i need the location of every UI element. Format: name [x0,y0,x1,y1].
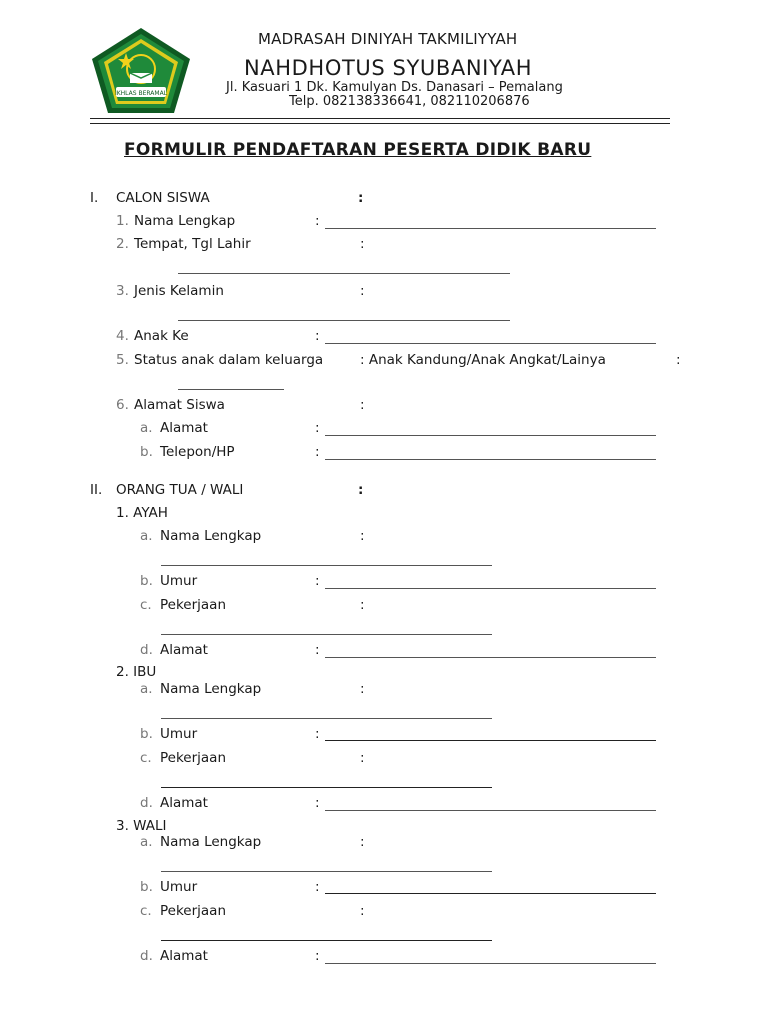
wali-alamat-input-line[interactable] [325,963,656,964]
sub-item-letter: d. [140,642,153,658]
siswa-ttl-input-line[interactable] [178,273,510,274]
field-label-umur: Umur [160,573,198,589]
sub-item-letter: a. [140,420,153,436]
siswa-alamat-input-line[interactable] [325,435,656,436]
wali-umur-input-line[interactable] [325,893,656,894]
field-label-umur: Umur [160,726,198,742]
wali-pekerjaan-input-line[interactable] [161,940,492,941]
field-label-jenis-kelamin: Jenis Kelamin [134,283,224,299]
field-label-nama-lengkap: Nama Lengkap [160,681,262,697]
section2-title: ORANG TUA / WALI [116,482,244,498]
ibu-umur-input-line[interactable] [325,740,656,741]
sub-item-letter: c. [140,750,152,766]
field-colon: : [315,444,320,460]
field-colon: : [360,750,365,766]
svg-text:IKHLAS BERAMAL: IKHLAS BERAMAL [114,90,168,97]
field-label-nama-lengkap: Nama Lengkap [160,528,262,544]
field-label-umur: Umur [160,879,198,895]
header-divider-thin [90,123,670,124]
field-colon: : [360,528,365,544]
field-label-pekerjaan: Pekerjaan [160,750,227,766]
field-label-pekerjaan: Pekerjaan [160,597,227,613]
ibu-nama-input-line[interactable] [161,718,492,719]
wali-nama-input-line[interactable] [161,871,492,872]
ibu-alamat-input-line[interactable] [325,810,656,811]
field-colon: : [360,903,365,919]
item-number: 3. [116,283,129,299]
header-institution-type: MADRASAH DINIYAH TAKMILIYYAH [258,30,518,48]
ayah-umur-input-line[interactable] [325,588,656,589]
ayah-pekerjaan-input-line[interactable] [161,634,492,635]
sub-item-letter: a. [140,681,153,697]
siswa-jenis-kelamin-input-line[interactable] [178,320,510,321]
sub-item-letter: c. [140,903,152,919]
field-label-alamat-siswa: Alamat Siswa [134,397,225,413]
field-colon: : [315,573,320,589]
ibu-heading: 2. IBU [116,664,157,680]
field-colon: : [360,397,365,413]
field-colon: : [315,213,320,229]
field-colon: : [315,948,320,964]
header-address: Jl. Kasuari 1 Dk. Kamulyan Ds. Danasari – Pemalang [226,80,563,95]
field-label-alamat: Alamat [160,420,208,436]
ayah-alamat-input-line[interactable] [325,657,656,658]
madrasah-logo [88,25,194,117]
field-colon: : [360,681,365,697]
sub-item-letter: c. [140,597,152,613]
field-label-nama-lengkap: Nama Lengkap [160,834,262,850]
item-number: 2. [116,236,129,252]
item-number: 6. [116,397,129,413]
sub-item-letter: a. [140,834,153,850]
field-colon: : [315,795,320,811]
field-colon: : [315,642,320,658]
field-label-pekerjaan: Pekerjaan [160,903,227,919]
section1-title: CALON SISWA [116,190,210,206]
field-label-alamat: Alamat [160,948,208,964]
sub-item-letter: b. [140,444,153,460]
section2-colon: : [358,482,364,498]
field-colon: : [360,236,365,252]
header-phone: Telp. 082138336641, 082110206876 [289,94,530,109]
field-label-tempat-tgl-lahir: Tempat, Tgl Lahir [134,236,251,252]
ayah-heading: 1. AYAH [116,505,168,521]
logo-emblem-icon [88,25,194,117]
siswa-nama-input-line[interactable] [325,228,656,229]
field-label-nama-lengkap: Nama Lengkap [134,213,236,229]
field-label-status-anak: Status anak dalam keluarga [134,352,324,368]
field-label-telepon: Telepon/HP [160,444,235,460]
field-colon: : [360,834,365,850]
item-number: 5. [116,352,129,368]
siswa-status-input-line[interactable] [178,389,284,390]
item-number: 4. [116,328,129,344]
field-colon: : [315,879,320,895]
section1-roman: I. [90,190,99,206]
siswa-telepon-input-line[interactable] [325,459,656,460]
field-colon: : [315,420,320,436]
field-label-alamat: Alamat [160,795,208,811]
field-colon: : [360,283,365,299]
section2-roman: II. [90,482,103,498]
field-label-alamat: Alamat [160,642,208,658]
sub-item-letter: d. [140,795,153,811]
sub-item-letter: b. [140,726,153,742]
sub-item-letter: a. [140,528,153,544]
status-anak-options: : Anak Kandung/Anak Angkat/Lainya [360,352,606,368]
field-colon: : [676,352,681,368]
ayah-nama-input-line[interactable] [161,565,492,566]
field-label-anak-ke: Anak Ke [134,328,189,344]
sub-item-letter: b. [140,879,153,895]
header-divider-thick [90,118,670,119]
ibu-pekerjaan-input-line[interactable] [161,787,492,788]
section1-colon: : [358,190,364,206]
field-colon: : [315,726,320,742]
sub-item-letter: d. [140,948,153,964]
item-number: 1. [116,213,129,229]
wali-heading: 3. WALI [116,818,167,834]
header-institution-name: NAHDHOTUS SYUBANIYAH [244,56,533,80]
field-colon: : [360,597,365,613]
sub-item-letter: b. [140,573,153,589]
field-colon: : [315,328,320,344]
siswa-anak-ke-input-line[interactable] [325,343,656,344]
form-title: FORMULIR PENDAFTARAN PESERTA DIDIK BARU [124,140,592,160]
